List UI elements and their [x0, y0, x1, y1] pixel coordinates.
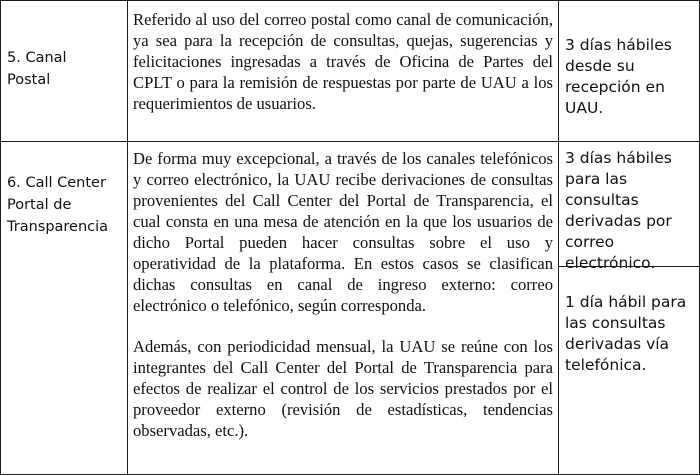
row-6-description-cell: [127, 141, 559, 475]
row-5-channel-label: 5. Canal Postal: [7, 50, 67, 88]
row-6-channel-label: 6. Call Center Portal de Transparencia: [7, 175, 109, 235]
row-5-channel-cell: [0, 0, 128, 142]
row-6-time-cell: [558, 141, 700, 475]
row-6-description-paragraph-1: De forma muy excepcional, a través de los canales telefónicos y correo electrónico, la UAU recibe derivaciones de consultas provenientes del Call Center del Portal de Transparencia, el cual consta en una mesa de atención en la que los usuarios de dicho Portal pueden hacer consultas sobre el uso y operatividad de la plataforma. En estos casos se clasifican dichas consultas en canal de ingreso externo: correo electrónico o telefónico, según corresponda.: [133, 149, 553, 315]
row-6-time-email: 3 días hábiles para las consultas derivadas por correo electrónico.: [565, 149, 672, 272]
row-6-time-divider: [559, 266, 699, 267]
row-5-description: Referido al uso del correo postal como canal de comunicación, ya sea para la recepción de consultas, quejas, sugerencias y felicitaciones ingresadas a través de Oficina de Partes del CPLT o para la remisión de respuestas por parte de UAU a los requerimientos de usuarios.: [133, 10, 553, 113]
row-5-time: 3 días hábiles desde su recepción en UAU.: [565, 36, 672, 117]
row-5-description-cell: [127, 0, 559, 142]
row-6-time-phone: 1 día hábil para las consultas derivadas vía telefónica.: [565, 293, 687, 374]
row-6-channel-cell: [0, 141, 128, 475]
row-6-description-paragraph-2: Además, con periodicidad mensual, la UAU se reúne con los integrantes del Call Center del Portal de Transparencia para efectos de realizar el control de los servicios prestados por el proveedor externo (revisión de estadísticas, tendencias observadas, etc.).: [133, 337, 553, 440]
row-5-time-cell: [558, 0, 700, 142]
